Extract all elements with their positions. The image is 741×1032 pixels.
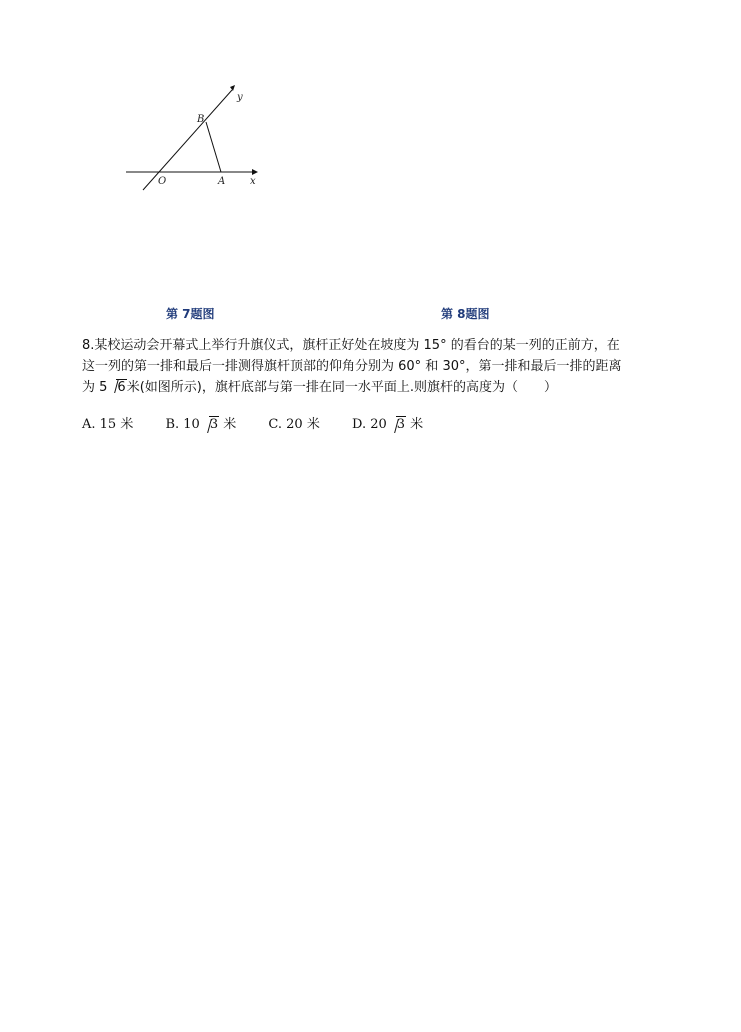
figure-8-caption: 第 8题图 bbox=[441, 307, 490, 321]
option-b-sqrt bbox=[201, 417, 219, 432]
label-y: y bbox=[237, 92, 243, 103]
figure-7-diagram bbox=[118, 82, 278, 197]
label-o: O bbox=[158, 176, 167, 187]
segment-ab bbox=[206, 122, 221, 172]
option-c: C. 20 米 bbox=[268, 417, 320, 432]
label-b: B bbox=[197, 114, 205, 125]
question-line-3-prefix: 为 5 bbox=[82, 380, 108, 395]
answer-options bbox=[82, 413, 451, 432]
option-d-prefix: D. 20 bbox=[351, 417, 387, 432]
option-d-sqrt bbox=[388, 417, 406, 432]
sqrt-6-radicand: 6 bbox=[117, 380, 126, 395]
sqrt-6 bbox=[108, 377, 126, 398]
question-line-3 bbox=[82, 377, 662, 398]
figure-7-caption: 第 7题图 bbox=[166, 307, 215, 321]
question-8 bbox=[82, 335, 662, 398]
option-b-suffix: 米 bbox=[219, 417, 237, 432]
ray-oy-arrow bbox=[230, 85, 235, 91]
figure-7-svg bbox=[118, 82, 278, 197]
option-a: A. 15 米 bbox=[82, 417, 134, 432]
ray-oy-line bbox=[143, 90, 232, 190]
question-line-1: 8.某校运动会开幕式上举行升旗仪式，旗杆正好处在坡度为 15° 的看台的某一列的正前方，在 bbox=[82, 338, 620, 353]
option-b bbox=[165, 413, 236, 432]
option-d-radicand: 3 bbox=[396, 417, 406, 432]
option-d bbox=[352, 413, 423, 432]
option-b-radicand: 3 bbox=[209, 417, 219, 432]
label-a: A bbox=[218, 176, 226, 187]
question-line-3-suffix: 米(如图所示)，旗杆底部与第一排在同一水平面上.则旗杆的高度为（ ） bbox=[126, 380, 557, 395]
option-b-prefix: B. 10 bbox=[165, 417, 200, 432]
question-line-2: 这一列的第一排和最后一排测得旗杆顶部的仰角分别为 60° 和 30°，第一排和最后一排的距离 bbox=[82, 359, 622, 374]
option-d-suffix: 米 bbox=[406, 417, 424, 432]
x-axis-arrow bbox=[252, 169, 258, 175]
label-x: x bbox=[250, 176, 256, 187]
